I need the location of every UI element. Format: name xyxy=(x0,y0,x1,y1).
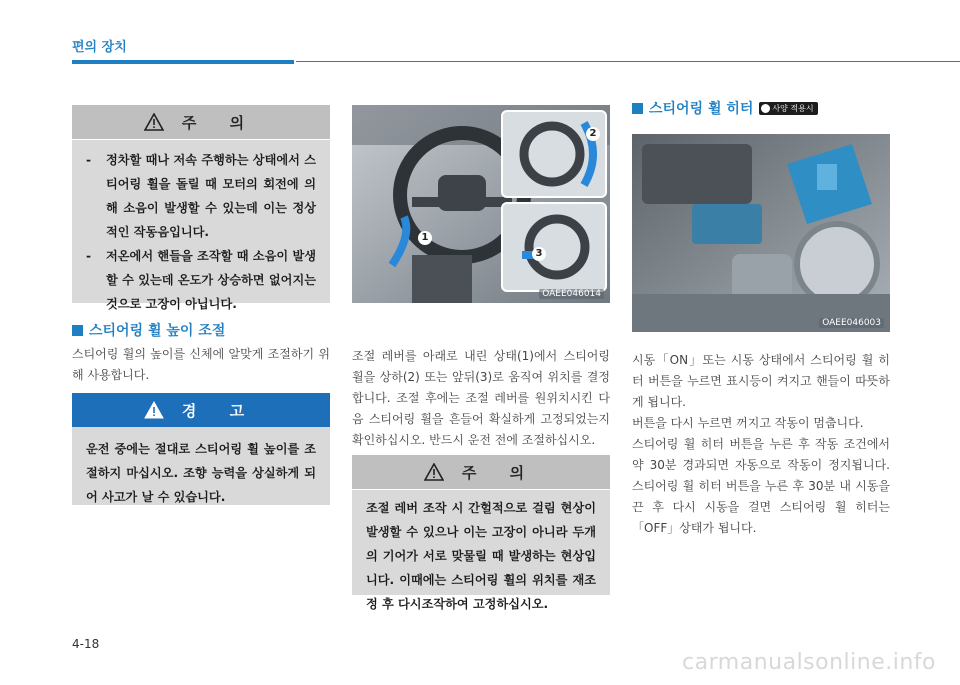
caution-box-2 xyxy=(352,455,610,611)
header-rule-thin xyxy=(296,61,960,62)
caution-heading-1 xyxy=(72,105,330,140)
heater-para-1: 시동「ON」또는 시동 상태에서 스티어링 휠 히터 버튼을 누르면 표시등이 켜지고 핸들이 따뜻하게 됩니다. xyxy=(632,353,890,409)
warning-triangle-icon xyxy=(424,463,444,481)
tilt-section-title: 스티어링 휠 높이 조절 xyxy=(72,320,225,340)
steering-wheel-image xyxy=(352,105,610,303)
section-header: 편의 장치 xyxy=(72,40,127,55)
caution-item-text: 정차할 때나 저속 주행하는 상태에서 스티어링 휠을 돌릴 때 모터의 회전에 의해 소음이 발생할 수 있는데 이는 정상적인 작동음입니다. xyxy=(106,153,316,239)
warning-text: 운전 중에는 절대로 스티어링 휠 높이를 조절하지 마십시오. 조향 능력을 상실하게 되어 사고가 날 수 있습니다. xyxy=(86,442,316,504)
callout-2: 2 xyxy=(586,127,600,141)
tilt-description: 스티어링 휠의 높이를 신체에 알맞게 조절하기 위해 사용합니다. xyxy=(72,347,330,382)
warning-triangle-icon xyxy=(144,113,164,131)
image-code-label: OAEE046014 xyxy=(539,289,604,299)
square-bullet-icon xyxy=(632,103,643,114)
caution-item: - 저온에서 핸들을 조작할 때 소음이 발생할 수 있는데 온도가 상승하면 없어지는 것으로 고장이 아닙니다. xyxy=(86,244,316,316)
caution-item: - 정차할 때나 저속 주행하는 상태에서 스티어링 휠을 돌릴 때 모터의 회전에 의해 소음이 발생할 수 있는데 이는 정상적인 작동음입니다. xyxy=(86,148,316,244)
steering-tilt-illustration xyxy=(352,105,610,303)
tilt-instructions: 조절 레버를 아래로 내린 상태(1)에서 스티어링 휠을 상하(2) 또는 앞뒤(3)로 움직여 위치를 결정합니다. 조절 후에는 조절 레버를 원위치시킨 다음 스티어링 휠을 흔들어 확실하게 고정되었는지 확인하십시오. 반드시 운전 전에 조절하십시오. xyxy=(352,349,610,447)
warning-heading-text: 경 고 xyxy=(181,401,259,420)
image-code-label: OAEE046003 xyxy=(819,318,884,328)
page-number: 4-18 xyxy=(72,637,100,651)
warning-heading xyxy=(72,393,330,427)
caution-heading-text: 주 의 xyxy=(181,113,259,132)
option-icon xyxy=(761,104,770,113)
option-badge: 사양 적용시 xyxy=(759,102,817,115)
heater-button-illustration xyxy=(632,134,890,332)
header-rule-thick xyxy=(72,60,294,64)
warning-box xyxy=(72,393,330,505)
heater-para-3: 스티어링 휠 히터 버튼을 누른 후 작동 조건에서 약 30분 경과되면 자동으로 작동이 정지됩니다. 스티어링 휠 히터 버튼을 누른 후 30분 내 시동을 끈 후 다시 시동을 걸면 스티어링 휠 히터는「OFF」상태가 됩니다. xyxy=(632,437,890,535)
heater-button-image xyxy=(632,134,890,332)
watermark: carmanualsonline.info xyxy=(682,650,936,675)
callout-3: 3 xyxy=(532,247,546,261)
heater-section-title: 스티어링 휠 히터 사양 적용시 xyxy=(632,98,818,118)
callout-1: 1 xyxy=(418,231,432,245)
warning-triangle-icon xyxy=(144,401,164,419)
caution-text: 조절 레버 조작 시 간헐적으로 걸림 현상이 발생할 수 있으나 이는 고장이 아니라 두개의 기어가 서로 맞물릴 때 발생하는 현상입니다. 이때에는 스티어링 휠의 위치를 재조정 후 다시조작하여 고정하십시오. xyxy=(366,501,596,611)
caution-box-1 xyxy=(72,105,330,311)
heater-para-2: 버튼을 다시 누르면 꺼지고 작동이 멈춥니다. xyxy=(632,416,864,430)
caution-heading-2 xyxy=(352,455,610,490)
caution-item-text: 저온에서 핸들을 조작할 때 소음이 발생할 수 있는데 온도가 상승하면 없어지는 것으로 고장이 아닙니다. xyxy=(106,249,316,311)
square-bullet-icon xyxy=(72,325,83,336)
caution-heading-text: 주 의 xyxy=(461,463,539,482)
